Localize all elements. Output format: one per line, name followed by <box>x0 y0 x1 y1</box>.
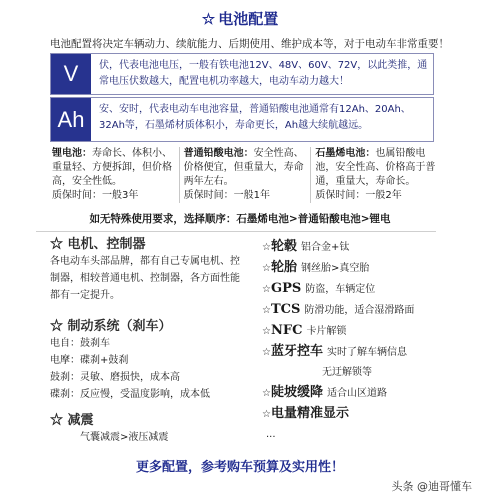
star-icon: ☆ <box>50 319 64 334</box>
voltage-badge: V <box>51 54 91 94</box>
motor-section <box>50 236 242 304</box>
star-icon: ☆ <box>262 305 271 316</box>
brake-item: 电摩：碟刹+鼓刹 <box>50 355 129 366</box>
watermark: 头条 @迪哥懂车 <box>391 480 472 493</box>
voltage-text: 伏，代表电池电压，一般有铁电池12V、48V、60V、72V，以此类推，通常电压伏数越大，配置电机功率越大，电动车动力越大！ <box>99 60 428 87</box>
star-icon: ☆ <box>50 413 64 428</box>
page-title: ☆ 电池配置 <box>201 10 279 28</box>
feature-item: ☆陡坡缓降 适合山区道路 <box>262 385 387 400</box>
feature-list <box>262 237 462 445</box>
intro-text: 电池配置将决定车辆动力、续航能力、后期使用、维护成本等，对于电动车非常重要！ <box>50 38 449 50</box>
star-icon: ☆ <box>262 263 271 274</box>
brake-item: 碟刹：反应慢，受温度影响，成本低 <box>50 389 210 400</box>
feature-item: ☆电量精准显示 <box>262 406 349 421</box>
capacity-box <box>50 97 434 142</box>
feature-item: ☆轮胎 钢丝胎>真空胎 <box>262 260 370 275</box>
warranty-text: 质保时间：一般2年 <box>315 190 402 201</box>
star-icon: ☆ <box>201 10 216 28</box>
star-icon: ☆ <box>262 388 271 399</box>
feature-item: ☆TCS 防滑功能，适合湿滑路面 <box>262 302 415 317</box>
battery-graphene: 石墨烯电池：也属铅酸电池，安全性高、价格高于普通，重量大，寿命长。 质保时间：一般2年 <box>311 147 442 203</box>
warranty-text: 质保时间：一般3年 <box>52 190 139 201</box>
battery-type-name: 普通铅酸电池： <box>183 148 254 159</box>
section-title: 减震 <box>67 413 94 428</box>
brake-item: 电自：鼓刹车 <box>50 338 110 349</box>
star-icon: ☆ <box>262 347 271 358</box>
brake-item: 鼓刹：灵敏、磨损快，成本高 <box>50 372 180 383</box>
star-icon: ☆ <box>50 237 64 252</box>
divider <box>36 231 436 232</box>
voltage-box <box>50 53 434 95</box>
recommendation: 如无特殊使用要求，选择顺序：石墨烯电池>普通铅酸电池>锂电 <box>89 213 391 225</box>
battery-type-name: 石墨烯电池： <box>315 148 376 159</box>
section-title: 电机、控制器 <box>67 237 146 252</box>
feature-item: ☆NFC 卡片解锁 <box>262 323 347 338</box>
star-icon: ☆ <box>262 284 271 295</box>
star-icon: ☆ <box>262 242 271 253</box>
feature-item: ☆轮毂 铝合金+钛 <box>262 239 350 254</box>
feature-item-cont: 无迂解锁等 <box>322 367 372 378</box>
section-text: 气囊减震>液压减震 <box>80 432 169 443</box>
footer-text: 更多配置，参考购车预算及实用性！ <box>135 460 344 475</box>
feature-item-more: ... <box>266 429 276 440</box>
star-icon: ☆ <box>262 326 271 337</box>
section-text: 各电动车头部品牌，都有自己专属电机、控制器，相较普通电机、控制器，各方面性能都有一定提升。 <box>50 256 240 301</box>
capacity-badge: Ah <box>51 98 91 141</box>
battery-lead-acid: 普通铅酸电池：安全性高、价格便宜，但重量大，寿命两年左右。 质保时间：一般1年 <box>179 147 312 203</box>
feature-item: ☆GPS 防盗，车辆定位 <box>262 281 376 296</box>
brake-section <box>50 318 242 403</box>
section-title: 制动系统（刹车） <box>67 319 172 334</box>
star-icon: ☆ <box>262 409 271 420</box>
feature-item: ☆蓝牙控车 实时了解车辆信息 <box>262 344 407 359</box>
capacity-text: 安、安时，代表电动车电池容量，普通铅酸电池通常有12Ah、20Ah、32Ah等，石墨烯材质体积小，寿命更长，Ah越大续航越远。 <box>99 104 411 131</box>
warranty-text: 质保时间：一般1年 <box>183 190 271 201</box>
battery-lithium: 锂电池：寿命长、体积小、重量轻、方便拆卸，但价格高，安全性低。 质保时间：一般3年 <box>48 147 179 203</box>
battery-type-name: 锂电池： <box>52 148 92 159</box>
battery-types <box>48 147 442 203</box>
shock-section <box>50 412 242 446</box>
